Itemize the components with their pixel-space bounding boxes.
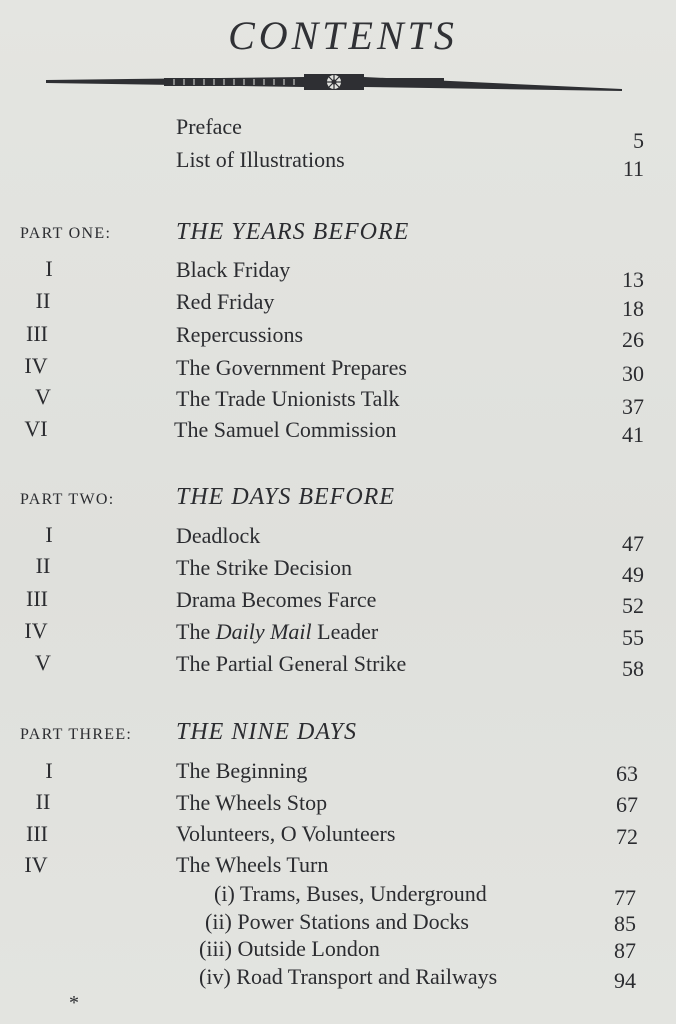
page-title: CONTENTS [228,13,458,58]
chapter-numeral: IV [24,852,48,877]
part-label: PART TWO: [20,491,115,508]
toc-entry [176,619,378,645]
toc-page: 55 [622,625,644,650]
chapter-numeral: II [35,789,51,814]
toc-entry-preface: Preface [176,114,242,139]
chapter-numeral: V [35,384,51,409]
toc-page: 63 [616,761,638,786]
chapter-numeral: III [26,321,48,346]
chapter-numeral: IV [24,353,48,378]
toc-entry: The Strike Decision [176,555,352,580]
toc-page: 85 [614,911,636,936]
toc-entry: The Wheels Stop [176,790,328,815]
toc-entry: The Partial General Strike [176,651,407,676]
chapter-numeral: I [45,256,53,281]
part-title: THE YEARS BEFORE [176,219,410,245]
toc-page: 30 [622,361,644,386]
chapter-numeral: II [35,288,51,313]
toc-page: 47 [622,531,644,556]
toc-page-list-of-illustrations: 11 [622,156,644,181]
chapter-numeral: II [35,553,51,578]
toc-page: 18 [622,296,644,321]
toc-entry: Repercussions [176,322,304,347]
toc-entry: Black Friday [176,257,291,282]
toc-page: 72 [616,824,638,849]
toc-page: 77 [614,885,636,910]
toc-entry: Deadlock [176,523,261,548]
toc-page: 52 [622,593,644,618]
toc-entry: The Government Prepares [176,355,407,380]
toc-subsection: (iv) Road Transport and Railways [199,964,498,989]
toc-page: 67 [616,792,638,817]
toc-entry: The Trade Unionists Talk [176,386,400,411]
chapter-numeral: III [26,821,48,846]
toc-page: 26 [622,327,644,352]
toc-entry: Red Friday [176,289,275,314]
toc-page: 58 [622,656,644,681]
ornamental-rule [44,70,624,96]
toc-entry: The Wheels Turn [176,852,329,877]
chapter-numeral: I [45,522,53,547]
toc-page: 13 [622,267,644,292]
chapter-numeral: V [35,650,51,675]
toc-entry: The Samuel Commission [174,417,397,442]
toc-entry-text: Leader [311,619,379,644]
toc-page: 49 [622,562,644,587]
toc-page: 87 [614,938,636,963]
asterisk-mark: * [69,992,79,1014]
chapter-numeral: III [26,586,48,611]
chapter-numeral: IV [24,618,48,643]
toc-page: 41 [622,422,644,447]
toc-page-preface: 5 [633,128,644,153]
toc-entry-italic-text: Daily Mail [215,619,312,644]
toc-subsection: (i) Trams, Buses, Underground [214,881,487,906]
toc-subsection: (iii) Outside London [199,936,380,961]
toc-page: 94 [614,968,636,993]
toc-entry: The Beginning [176,758,308,783]
chapter-numeral: VI [24,416,48,441]
part-title: THE NINE DAYS [176,719,358,745]
toc-entry: Drama Becomes Farce [176,587,377,612]
toc-entry-text: The [176,619,216,644]
toc-page: 37 [622,394,644,419]
chapter-numeral: I [45,758,53,783]
part-label: PART ONE: [20,225,112,242]
toc-subsection: (ii) Power Stations and Docks [205,909,469,934]
toc-entry: Volunteers, O Volunteers [176,821,396,846]
part-label: PART THREE: [20,726,133,743]
toc-entry-list-of-illustrations: List of Illustrations [176,147,345,172]
part-title: THE DAYS BEFORE [176,484,395,510]
